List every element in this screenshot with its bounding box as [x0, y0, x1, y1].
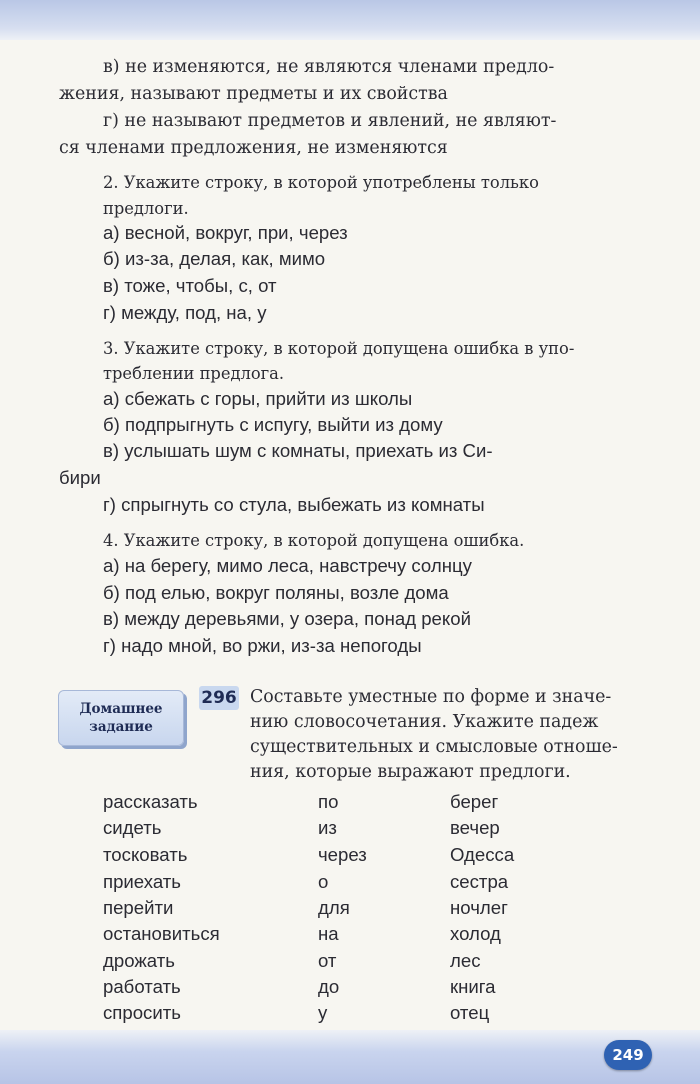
preposition-cell: до — [318, 976, 340, 997]
homework-label-line-1: Домашнее — [79, 701, 163, 717]
preposition-cell: у — [318, 1002, 328, 1023]
homework-label-line-2: задание — [89, 719, 153, 735]
question3-text-1: 3. Укажите строку, в которой допущена ошибка в упо- — [103, 339, 575, 358]
homework-line-4: ния, которые выражают предлоги. — [250, 762, 571, 782]
question3-option-c: в) услышать шум с комнаты, приехать из Си- — [103, 440, 493, 461]
question3-text-2: треблении предлога. — [103, 364, 285, 383]
question4-option-d: г) надо мной, во ржи, из-за непогоды — [103, 635, 422, 656]
verb-cell: работать — [103, 976, 181, 997]
verb-cell: приехать — [103, 871, 181, 892]
noun-cell: отец — [450, 1002, 490, 1023]
preposition-cell: через — [318, 844, 367, 865]
verb-cell: рассказать — [103, 791, 198, 812]
intro-line-4: ся членами предложения, не изменяются — [59, 138, 448, 158]
noun-cell: лес — [450, 950, 481, 971]
task-number: 296 — [199, 686, 239, 710]
noun-cell: холод — [450, 923, 501, 944]
noun-cell: ночлег — [450, 897, 508, 918]
intro-line-2: жения, называют предметы и их свойства — [59, 84, 448, 104]
question4-option-b: б) под елью, вокруг поляны, возле дома — [103, 582, 449, 603]
question3-option-c-cont: бири — [59, 467, 101, 488]
preposition-cell: о — [318, 871, 329, 892]
verb-cell: спросить — [103, 1002, 181, 1023]
top-decor-band — [0, 0, 700, 40]
page-number: 249 — [604, 1040, 652, 1070]
homework-line-1: Составьте уместные по форме и значе- — [250, 687, 612, 707]
bottom-decor-band — [0, 1030, 700, 1084]
preposition-cell: из — [318, 817, 337, 838]
preposition-cell: по — [318, 791, 339, 812]
question4-option-a: а) на берегу, мимо леса, навстречу солнцу — [103, 555, 472, 576]
verb-cell: перейти — [103, 897, 174, 918]
homework-line-3: существительных и смысловые отноше- — [250, 737, 618, 757]
question3-option-b: б) подпрыгнуть с испугу, выйти из дому — [103, 414, 443, 435]
verb-cell: остановиться — [103, 923, 220, 944]
verb-cell: дрожать — [103, 950, 175, 971]
preposition-cell: для — [318, 897, 350, 918]
noun-cell: берег — [450, 791, 499, 812]
preposition-cell: на — [318, 923, 339, 944]
question2-option-a: а) весной, вокруг, при, через — [103, 222, 348, 243]
question4-text-1: 4. Укажите строку, в которой допущена ошибка. — [103, 531, 525, 550]
question2-option-c: в) тоже, чтобы, с, от — [103, 275, 277, 296]
question2-option-d: г) между, под, на, у — [103, 302, 267, 323]
homework-label — [58, 690, 184, 746]
question3-option-d: г) спрыгнуть со стула, выбежать из комнаты — [103, 494, 485, 515]
question2-option-b: б) из-за, делая, как, мимо — [103, 248, 326, 269]
intro-line-3: г) не называют предметов и явлений, не являют- — [103, 111, 557, 131]
noun-cell: Одесса — [450, 844, 515, 865]
question4-option-c: в) между деревьями, у озера, понад рекой — [103, 608, 471, 629]
verb-cell: сидеть — [103, 817, 162, 838]
preposition-cell: от — [318, 950, 337, 971]
noun-cell: сестра — [450, 871, 509, 892]
intro-line-1: в) не изменяются, не являются членами предло- — [103, 57, 555, 77]
homework-line-2: нию словосочетания. Укажите падеж — [250, 712, 599, 732]
verb-cell: тосковать — [103, 844, 188, 865]
question2-text-1: 2. Укажите строку, в которой употреблены только — [103, 173, 539, 192]
question2-text-2: предлоги. — [103, 199, 189, 218]
question3-option-a: а) сбежать с горы, прийти из школы — [103, 388, 413, 409]
noun-cell: книга — [450, 976, 496, 997]
noun-cell: вечер — [450, 817, 500, 838]
